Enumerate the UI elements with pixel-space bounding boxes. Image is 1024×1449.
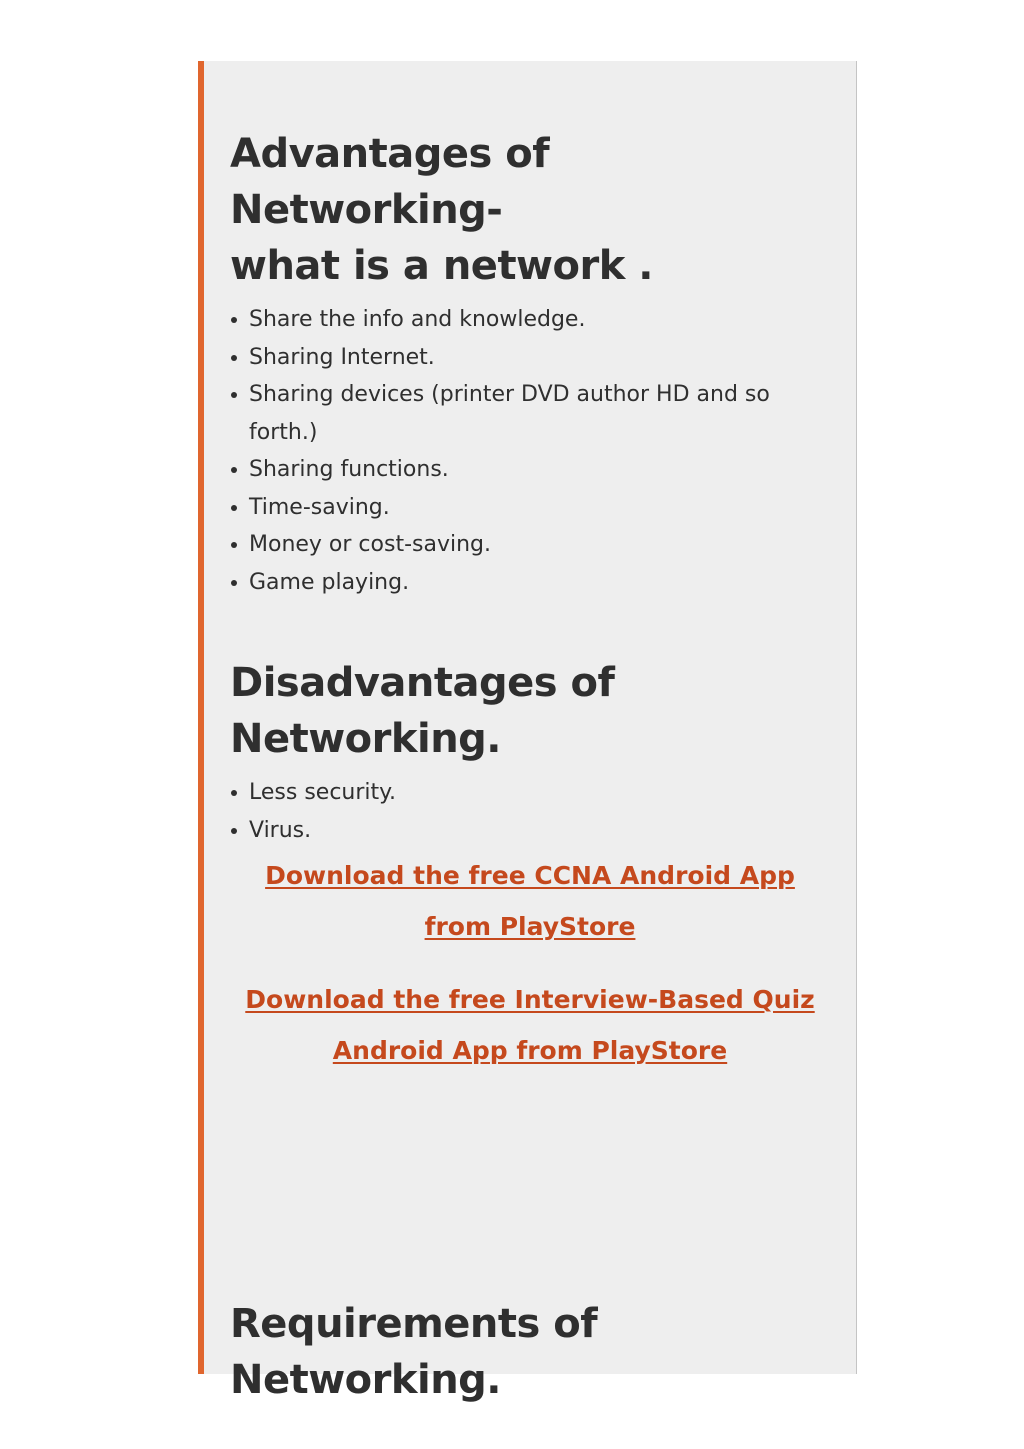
quiz-app-link-line2: Android App from PlayStore <box>332 1036 728 1065</box>
list-item: Money or cost-saving. <box>230 526 830 564</box>
list-item: Share the info and knowledge. <box>230 301 830 339</box>
list-item: Virus. <box>230 812 830 850</box>
list-item: Sharing functions. <box>230 451 830 489</box>
quiz-app-link-line1: Download the free Interview-Based Quiz <box>245 985 815 1014</box>
disadvantages-list <box>230 774 830 849</box>
requirements-heading-line1: Requirements of <box>230 1301 598 1347</box>
accent-border <box>198 61 204 1374</box>
ccna-app-link-line2: from PlayStore <box>424 912 636 941</box>
requirements-heading-line2: Networking. <box>230 1357 502 1403</box>
list-item: Game playing. <box>230 564 830 602</box>
quiz-app-link[interactable] <box>245 985 814 1065</box>
advantages-list <box>230 301 830 601</box>
list-item: Time-saving. <box>230 489 830 527</box>
article-content <box>230 61 830 1408</box>
ccna-app-link[interactable] <box>265 861 795 941</box>
quiz-app-paragraph <box>230 974 830 1076</box>
advantages-heading <box>230 126 830 294</box>
disadvantages-heading-line1: Disadvantages of <box>230 660 615 706</box>
requirements-heading <box>230 1296 830 1408</box>
ccna-app-paragraph <box>230 850 830 952</box>
advantages-heading-line2: what is a network . <box>230 243 653 289</box>
disadvantages-heading-line2: Networking. <box>230 716 502 762</box>
download-links <box>230 850 830 1076</box>
advantages-heading-line1: Advantages of Networking- <box>230 131 550 233</box>
disadvantages-heading <box>230 655 830 767</box>
list-item: Sharing Internet. <box>230 339 830 377</box>
list-item: Less security. <box>230 774 830 812</box>
list-item-text: Sharing devices (printer DVD author HD and so forth.) <box>249 382 770 445</box>
list-item <box>230 376 830 451</box>
ccna-app-link-line1: Download the free CCNA Android App <box>265 861 795 890</box>
